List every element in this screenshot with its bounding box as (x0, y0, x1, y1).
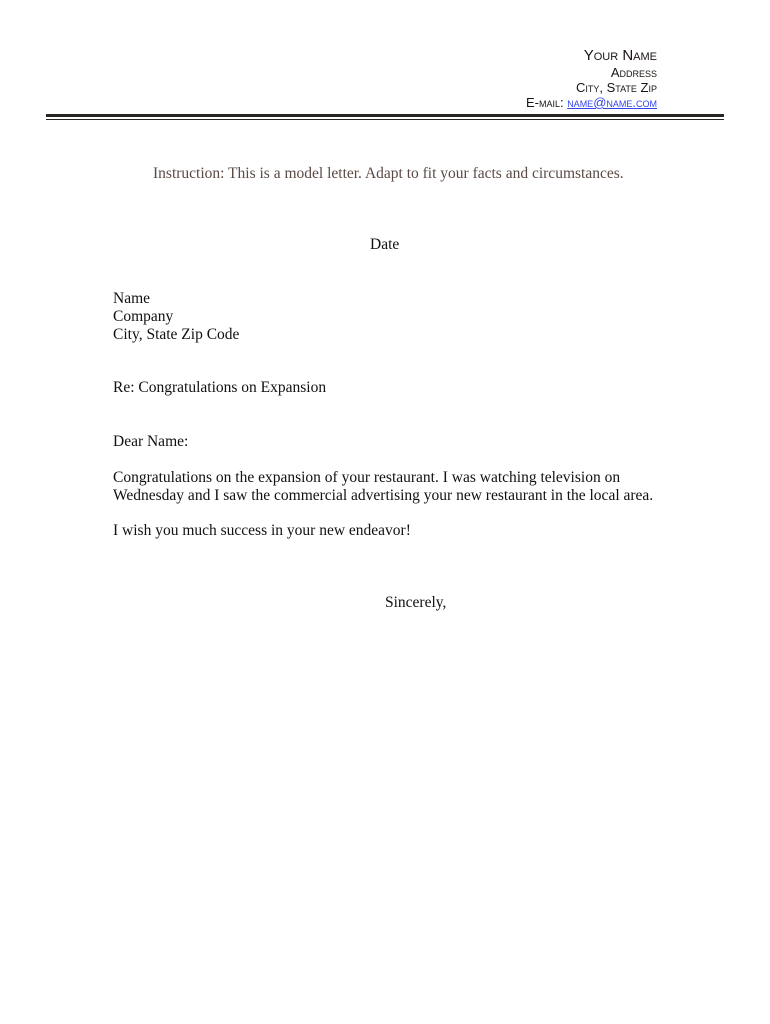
sender-email-line (526, 95, 657, 110)
sender-city: City, State Zip (575, 80, 657, 95)
recipient-city: City, State Zip Code (113, 326, 240, 343)
body-line: Wednesday and I saw the commercial advertising your new restaurant in the local area. (113, 487, 654, 504)
header-rule-thick (46, 114, 724, 117)
subject-line: Re: Congratulations on Expansion (113, 379, 327, 396)
body-line: I wish you much success in your new endeavor! (113, 522, 411, 539)
sender-name: Your Name (583, 47, 657, 64)
recipient-name: Name (113, 290, 151, 307)
email-label: E-mail: (525, 95, 568, 110)
date: Date (370, 236, 400, 253)
salutation: Dear Name: (113, 433, 189, 450)
recipient-company: Company (113, 308, 174, 325)
sender-address: Address (610, 65, 657, 80)
header-rule-thin (46, 119, 724, 120)
body-line: Congratulations on the expansion of your restaurant. I was watching television on (113, 469, 621, 486)
closing: Sincerely, (385, 594, 447, 611)
email-link[interactable]: name@name.com (567, 95, 657, 110)
instruction-text: Instruction: This is a model letter. Adapt to fit your facts and circumstances. (153, 165, 624, 182)
